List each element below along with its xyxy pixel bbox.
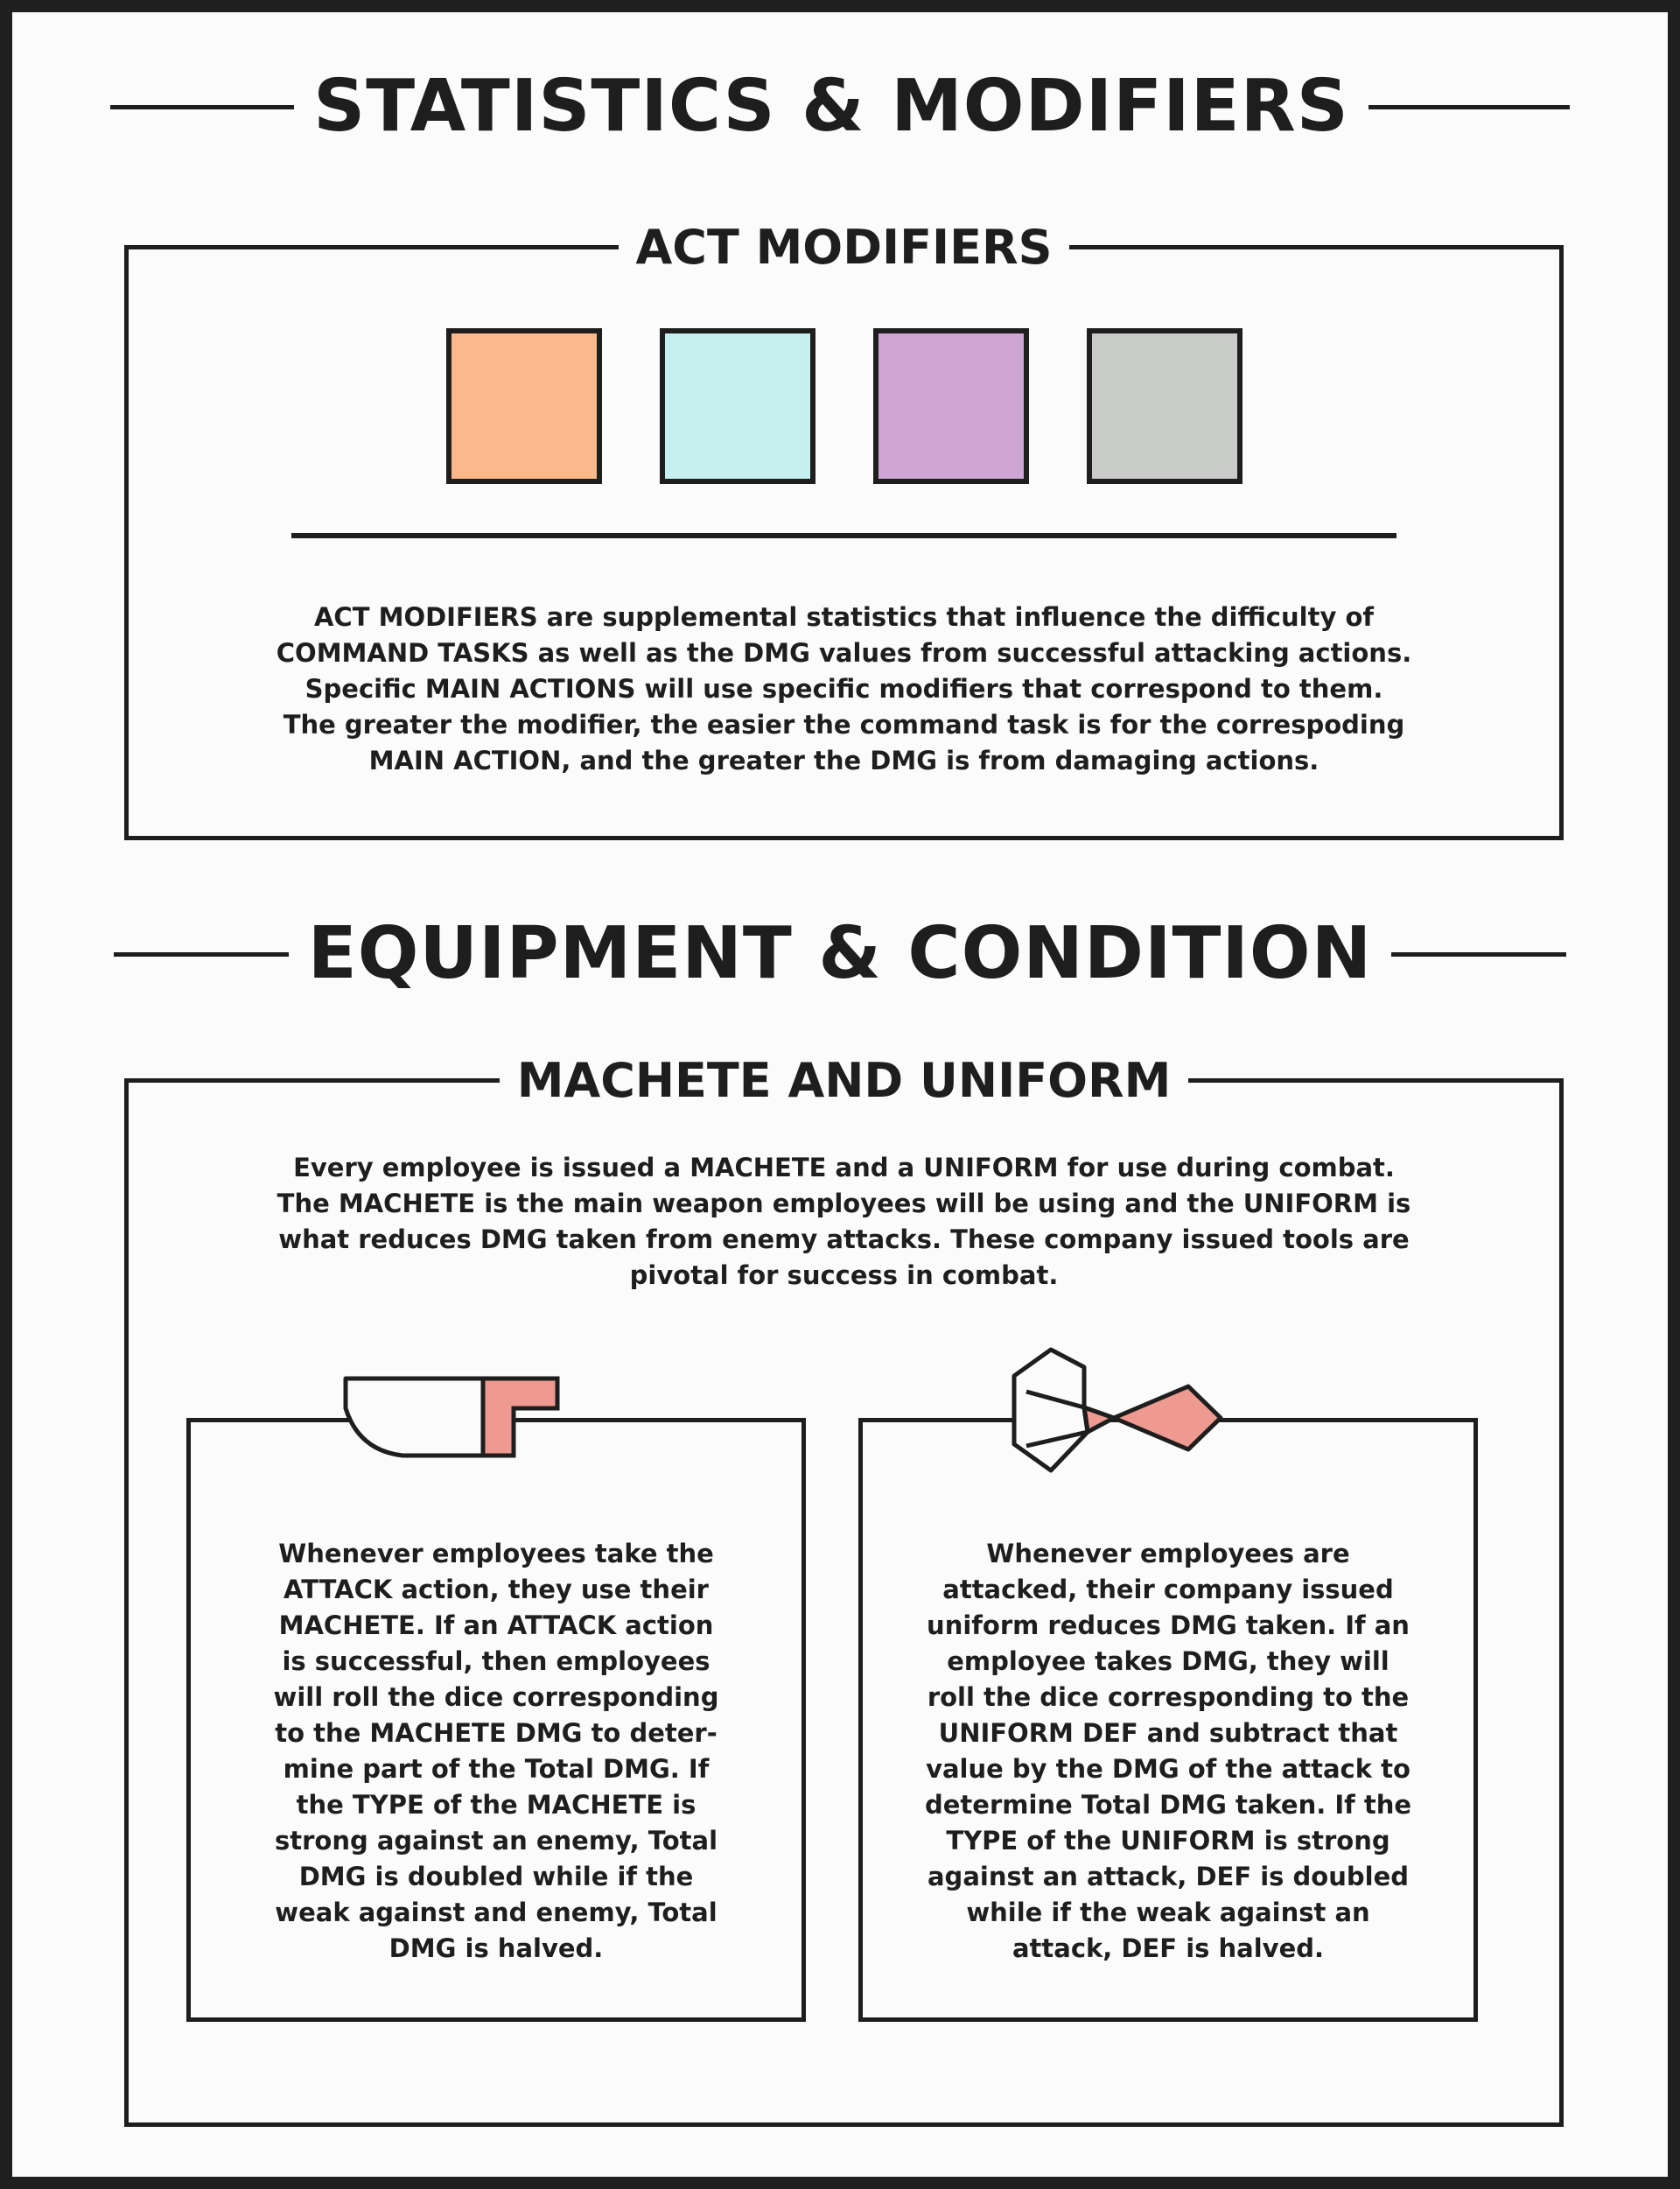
machete-line: to the MACHETE DMG to deter- [275, 1718, 718, 1748]
machete-uniform-box [124, 1053, 1564, 2127]
machete-uniform-title: MACHETE AND UNIFORM [500, 1053, 1189, 1108]
heading-rule-right [1368, 105, 1570, 109]
equipment-heading-title: EQUIPMENT & CONDITION [307, 912, 1373, 995]
uniform-line: determine Total DMG taken. If the [924, 1790, 1412, 1820]
uniform-card-text [863, 1536, 1474, 1967]
machete-card-text [191, 1536, 802, 1967]
uniform-line: value by the DMG of the attack to [926, 1754, 1410, 1784]
uniform-line: uniform reduces DMG taken. If an [927, 1610, 1410, 1640]
uniform-line: roll the dice corresponding to the [927, 1682, 1410, 1712]
uniform-line: attack, DEF is halved. [1012, 1933, 1325, 1963]
machete-uniform-intro [146, 1150, 1542, 1294]
modifier-swatch-gray [1087, 328, 1242, 484]
act-modifiers-divider [291, 533, 1396, 538]
act-modifiers-title: ACT MODIFIERS [619, 220, 1070, 275]
machete-card [186, 1418, 806, 2022]
machete-line: strong against an enemy, Total [274, 1826, 718, 1856]
heading-rule-right [1391, 952, 1566, 957]
machete-line: MACHETE. If an ATTACK action [278, 1610, 714, 1640]
heading-rule-left [110, 105, 294, 109]
machete-uniform-title-wrap [129, 1055, 1559, 1107]
machete-line: ATTACK action, they use their [284, 1575, 709, 1604]
machete-line: Whenever employees take the [278, 1539, 714, 1568]
intro-line: pivotal for success in combat. [629, 1260, 1059, 1290]
section-heading-equipment [12, 910, 1668, 998]
heading-rule-left [114, 952, 289, 957]
machete-icon [343, 1373, 570, 1461]
modifier-swatch-purple [873, 328, 1029, 484]
uniform-line: UNIFORM DEF and subtract that [938, 1718, 1398, 1748]
statistics-heading-title: STATISTICS & MODIFIERS [313, 65, 1349, 148]
uniform-line: Whenever employees are [986, 1539, 1350, 1568]
intro-line: The MACHETE is the main weapon employees will be using and the UNIFORM is [276, 1189, 1411, 1218]
description-line: The greater the modifier, the easier the command task is for the correspoding [283, 710, 1405, 740]
uniform-card [858, 1418, 1478, 2022]
act-modifiers-description [146, 600, 1542, 779]
uniform-line: attacked, their company issued [942, 1575, 1394, 1604]
uniform-line: against an attack, DEF is doubled [927, 1862, 1409, 1891]
section-heading-statistics [12, 63, 1668, 151]
machete-line: weak against and enemy, Total [275, 1898, 718, 1927]
description-line: ACT MODIFIERS are supplemental statistics that influence the difficulty of [313, 602, 1374, 632]
description-line: COMMAND TASKS as well as the DMG values from successful attacking actions. [276, 638, 1412, 668]
modifier-swatch-orange [446, 328, 602, 484]
page [12, 12, 1668, 2177]
machete-line: the TYPE of the MACHETE is [296, 1790, 696, 1820]
machete-line: DMG is doubled while if the [298, 1862, 694, 1891]
intro-line: what reduces DMG taken from enemy attacks. These company issued tools are [278, 1224, 1410, 1254]
description-line: Specific MAIN ACTIONS will use specific modifiers that correspond to them. [304, 674, 1383, 704]
uniform-bowtie-icon [1009, 1348, 1289, 1479]
act-modifiers-title-wrap [129, 221, 1559, 274]
machete-line: will roll the dice corresponding [273, 1682, 719, 1712]
machete-line: mine part of the Total DMG. If [283, 1754, 710, 1784]
machete-line: DMG is halved. [388, 1933, 604, 1963]
intro-line: Every employee is issued a MACHETE and a UNIFORM for use during combat. [293, 1153, 1395, 1182]
description-line: MAIN ACTION, and the greater the DMG is from damaging actions. [368, 746, 1320, 775]
modifier-swatches [129, 328, 1559, 484]
modifier-swatch-cyan [660, 328, 816, 484]
machete-line: is successful, then employees [282, 1646, 710, 1676]
uniform-line: TYPE of the UNIFORM is strong [946, 1826, 1390, 1856]
uniform-line: while if the weak against an [966, 1898, 1370, 1927]
act-modifiers-box [124, 220, 1564, 840]
uniform-line: employee takes DMG, they will [947, 1646, 1390, 1676]
